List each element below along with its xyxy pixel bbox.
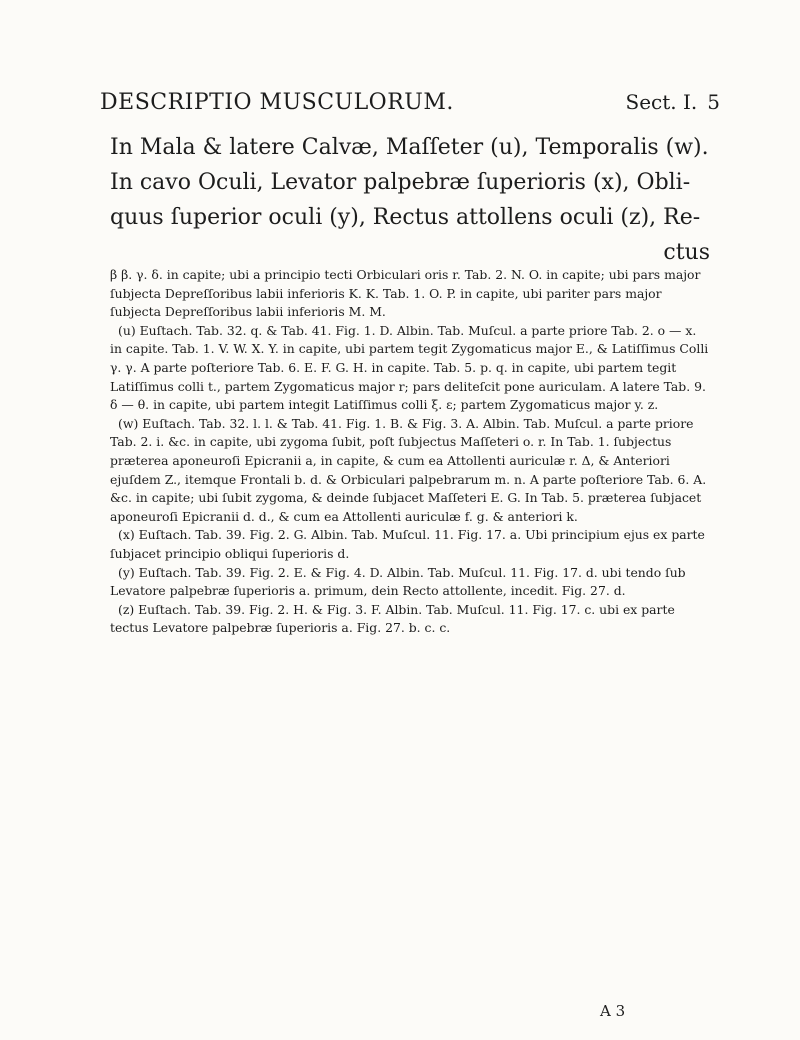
footnote-continued: β β. γ. δ. in capite; ubi a principio tecti Orbiculari oris r. Tab. 2. N. O. in capite; ubi pars major ſubjecta Depreſſoribus labii inferioris K. K. Tab. 1. O. P. in capite, ubi pariter pars major ſubjecta Depreſſoribus labii inferioris M. M. — [110, 267, 701, 320]
section-label: Sect. I. — [625, 90, 698, 114]
footnotes — [110, 266, 710, 638]
main-line: quus ſuperior oculi (y), Rectus attollens oculi (z), Re- — [110, 205, 701, 230]
footnote-z: (z) Euſtach. Tab. 39. Fig. 2. H. & Fig. 3. F. Albin. Tab. Muſcul. 11. Fig. 17. c. ubi ex parte tectus Levatore palpebræ ſuperioris a. Fig. 27. b. c. c. — [110, 601, 675, 636]
footnote-y: (y) Euſtach. Tab. 39. Fig. 2. E. & Fig. 4. D. Albin. Tab. Muſcul. 11. Fig. 17. d. ubi tendo ſub Levatore palpebræ ſuperioris a. primum, dein Recto attollente, incedit. Fig. 27. d. — [110, 564, 686, 599]
header-right — [626, 90, 720, 114]
main-paragraph — [110, 130, 710, 270]
running-header — [100, 90, 720, 115]
footnote-w: (w) Euſtach. Tab. 32. l. l. & Tab. 41. Fig. 1. B. & Fig. 3. A. Albin. Tab. Muſcul. a parte priore Tab. 2. i. &c. in capite, ubi zygoma ſubit, poſt ſubjectus Maſſeteri o. r. In Tab. 1. ſubjectus præterea aponeuroſi Epicranii a, in capite, & cum ea Attollenti auriculæ r. Δ, & Anteriori ejuſdem Z., itemque Frontali b. d. & Orbiculari palpebrarum m. n. A parte poſteriore Tab. 6. A. &c. in capite; ubi ſubit zygoma, & deinde ſubjacet Maſſeteri E. G. In Tab. 5. præterea ſubjacet aponeuroſi Epicranii d. d., & cum ea Attollenti auriculæ f. g. & anteriori k. — [110, 415, 707, 524]
main-line: In Mala & latere Calvæ, Maſſeter (u), Temporalis (w). — [110, 135, 709, 160]
main-line: In cavo Oculi, Levator palpebræ ſuperioris (x), Obli- — [110, 170, 691, 195]
footnote-x: (x) Euſtach. Tab. 39. Fig. 2. G. Albin. Tab. Muſcul. 11. Fig. 17. a. Ubi principium ejus ex parte ſubjacet principio obliqui ſuperioris d. — [110, 527, 705, 561]
running-title: DESCRIPTIO MUSCULORUM. — [100, 90, 454, 115]
footnote-u: (u) Euſtach. Tab. 32. q. & Tab. 41. Fig. 1. D. Albin. Tab. Muſcul. a parte priore Tab. 2. o — x. in capite. Tab. 1. V. W. X. Y. in capite, ubi partem tegit Zygomaticus major E., & Latiſſimus Colli γ. γ. A parte poſteriore Tab. 6. E. F. G. H. in capite. Tab. 5. p. q. in capite, ubi partem tegit Latiſſimus colli t., partem Zygomaticus major r; pars deliteſcit pone auriculam. A latere Tab. 9. δ — θ. in capite, ubi partem integit Latiſſimus colli ξ. ε; partem Zygomaticus major y. z. — [110, 322, 709, 413]
catchword: A 3 — [600, 1002, 626, 1020]
main-line-tail: ctus — [663, 240, 710, 265]
page-number: 5 — [707, 90, 720, 114]
